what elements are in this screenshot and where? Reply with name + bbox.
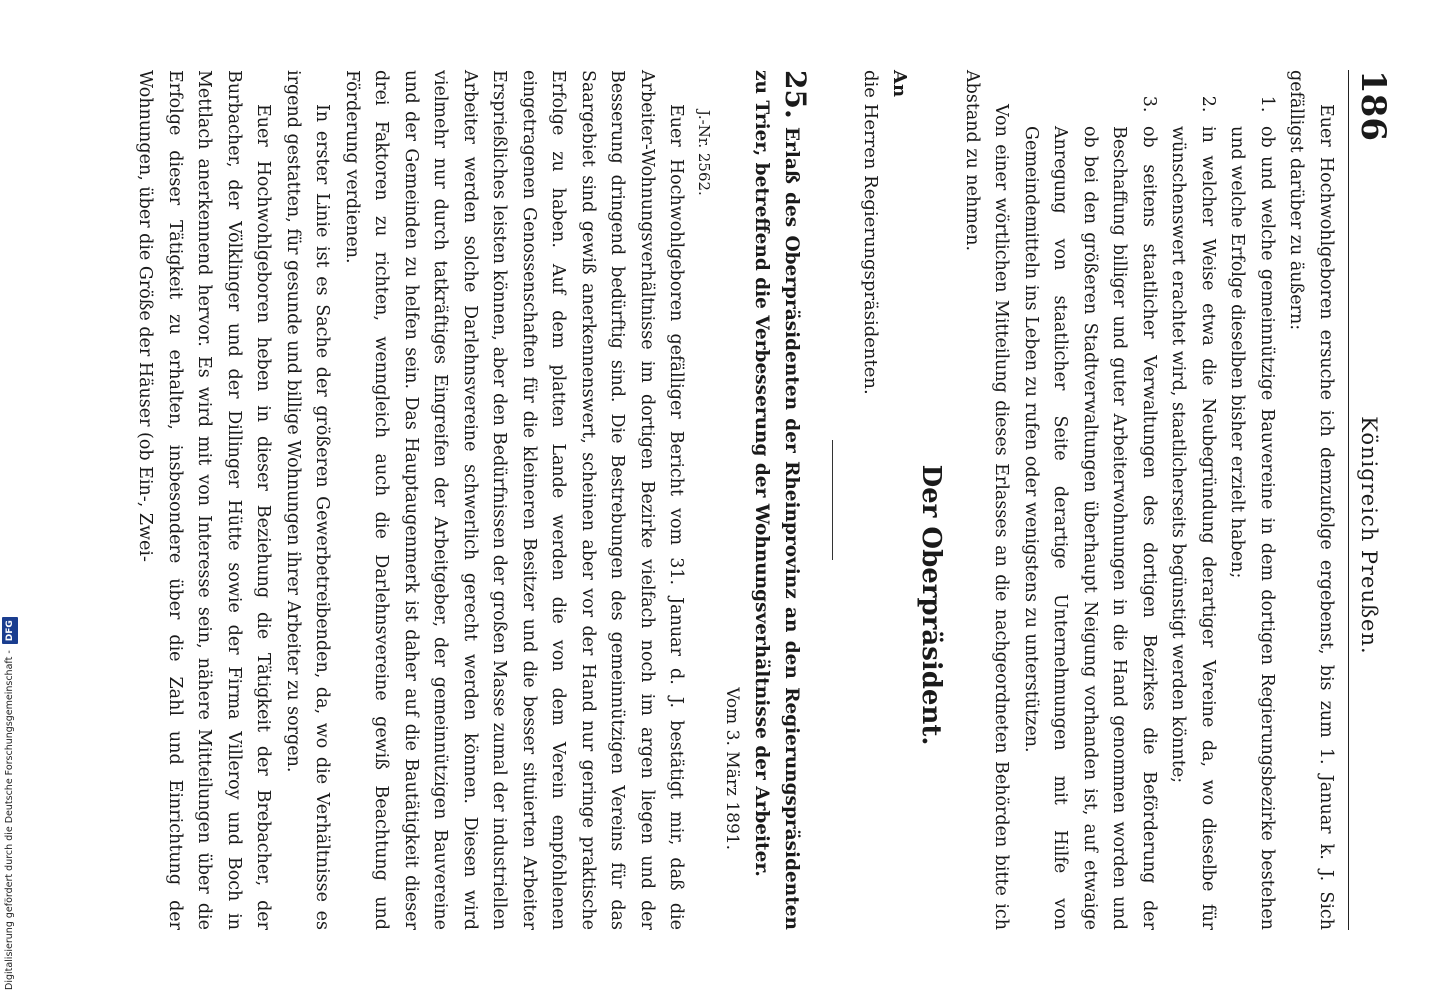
decree-reference: J.-Nr. 2562. [695,110,714,196]
decree-date: Vom 3. März 1891. [722,687,743,850]
question-item: 2. in welcher Weise etwa die Neubegründung derartiger Vereine da, wo dieselbe für wünschenswert erachtet wird, staatlicherseits begünstigt werden könnte; [1163,118,1222,930]
decree-heading [747,70,811,930]
decree-number: 25. [779,70,813,119]
credit-text: Digitalisierung gefördert durch die Deutsche Forschungsgemeinschaft - [4,650,15,990]
addressee-an: An [889,70,911,98]
body-paragraph: In erster Linie ist es Sache der größeren Gewerbetreibenden, da, wo die Verhältnisse es irgend gestatten, für gesunde und billige Wohnungen ihrer Arbeiter zu sorgen. [283,70,333,930]
addressee-block [856,70,915,930]
page-header [1348,70,1393,930]
body-paragraph: Euer Hochwohlgeboren gefälliger Bericht vom 31. Januar d. J. bestätigt mir, daß die Arbeiter-Wohnungsverhältnisse im dortigen Bezirke vielfach noch im argen liegen und der Besserung dringend bedürftig sind. Die Bestrebungen des gemeinnützigen Vereins für das Saargebiet sind gewiß anerkennenswert, scheinen aber vor der Hand nur geringe praktische Erfolge zu haben. Auf dem platten Lande werden die von dem Verein empfohlenen eingetragenen Genossenschaften für die kleineren Besitzer und die besser situierten Arbeiter Ersprießliches leisten können, aber den Bedürfnissen der großen Masse zumal der industriellen Arbeiter werden solche Darlehnsvereine schwerlich gerecht werden können. Diesen wird vielmehr nur durch tatkräftiges Eingreifen der Arbeitgeber, der gemeinnützigen Bauvereine und der Gemeinden zu helfen sein. Das Hauptaugenmerk ist daher auf die Bautätigkeit dieser drei Faktoren zu richten, wenngleich auch die Darlehnsvereine gewiß Beachtung und Förderung verdienen. [342,70,687,930]
running-head: Königreich Preußen. [1357,416,1381,655]
question-item: 3. ob seitens staatlicher Verwaltungen des dortigen Bezirkes die Beförderung der Beschaffung billiger und guter Arbeiterwohnungen in die Hand genommen worden und ob bei den größeren Stadtverwaltungen überhaupt Neigung vorhanden ist, auf etwaige Anregung von staatlicher Seite derartige Unternehmungen mit Hilfe von Gemeindemitteln ins Leben zu rufen oder wenigstens zu unterstützen. [1016,118,1164,930]
body-paragraph: Euer Hochwohlgeboren heben in dieser Beziehung die Tätigkeit der Brebacher, der Burbacher, der Völklinger und der Dillinger Hütte sowie der Firma Villeroy und Boch in Mettlach anerkennend hervor. Es wird mit von Interesse sein, nähere Mitteilungen über die Erfolge dieser Tätigkeit zu erhalten, insbesondere über die Zahl und Einrichtung der Wohnungen, über die Größe der Häuser (ob Ein-, Zwei- [135,70,274,930]
question-item: 1. ob und welche gemeinnützige Bauvereine in dem dortigen Regierungsbezirke bestehen und welche Erfolge dieselben bisher erzielt haben; [1222,118,1281,930]
intro-paragraph: Euer Hochwohlgeboren ersuche ich demzufolge ergebenst, bis zum 1. Januar k. J. Sich gefälligst darüber zu äußern: [1286,70,1336,930]
dfg-logo-icon: DFG [2,617,18,644]
section-divider [833,440,834,560]
signature: Der Oberpräsident. [916,464,947,746]
digitization-credit [2,0,18,1000]
question-list [1016,70,1282,930]
addressee-recipients: die Herren Regierungspräsidenten. [860,70,881,395]
decree-title: Erlaß des Oberpräsidenten der Rheinprovinz an den Regierungspräsidenten zu Trier, betreffend die Verbesserung der Wohnungsverhältnisse der Arbeiter. [751,70,803,930]
page-number: 186 [1353,70,1393,141]
closing-paragraph: Von einer wörtlichen Mitteilung dieses Erlasses an die nachgeordneten Behörden bitte ich Abstand zu nehmen. [962,70,1012,930]
